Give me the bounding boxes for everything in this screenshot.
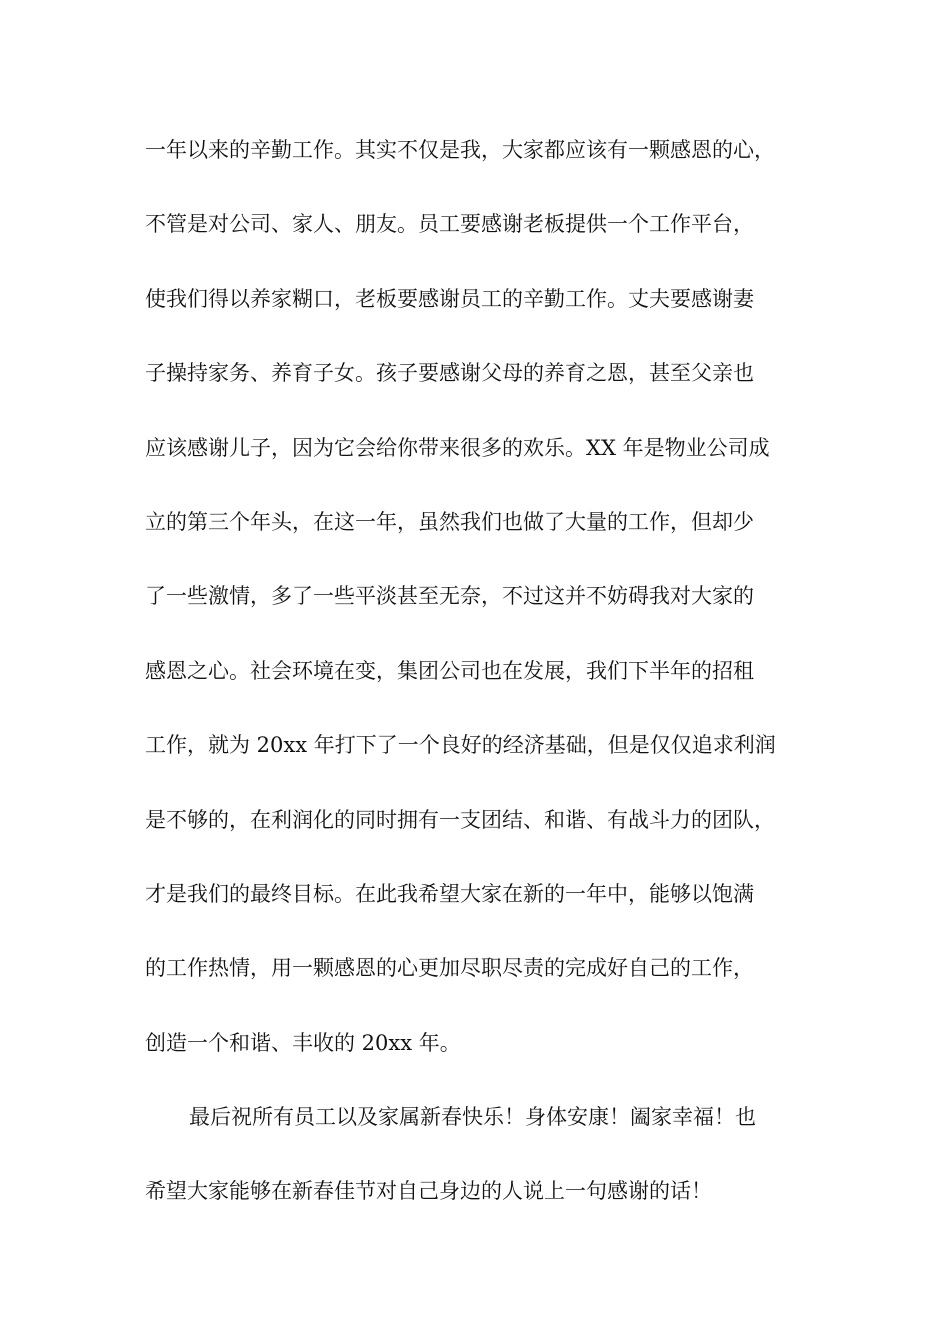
text-line: 一年以来的辛勤工作。其实不仅是我，大家都应该有一颗感恩的心， [145, 138, 775, 162]
text-line-paragraph-start: 最后祝所有员工以及家属新春快乐！身体安康！阖家幸福！也 [189, 1105, 756, 1130]
body-text [145, 128, 825, 1244]
text-line: 子操持家务、养育子女。孩子要感谢父母的养育之恩，甚至父亲也 [145, 361, 754, 386]
text-line: 了一些激情，多了一些平淡甚至无奈，不过这并不妨碍我对大家的 [145, 584, 754, 609]
text-line: 应该感谢儿子，因为它会给你带来很多的欢乐。XX 年是物业公司成 [145, 435, 770, 460]
text-line: 才是我们的最终目标。在此我希望大家在新的一年中，能够以饱满 [145, 881, 754, 906]
text-line: 的工作热情，用一颗感恩的心更加尽职尽责的完成好自己的工作， [145, 956, 754, 981]
text-line: 希望大家能够在新春佳节对自己身边的人说上一句感谢的话！ [145, 1179, 712, 1204]
text-line: 工作，就为 20xx 年打下了一个良好的经济基础，但是仅仅追求利润 [145, 733, 776, 758]
text-line: 创造一个和谐、丰收的 20xx 年。 [145, 1030, 461, 1055]
text-line: 感恩之心。社会环境在变，集团公司也在发展，我们下半年的招租 [145, 658, 754, 683]
text-line: 不管是对公司、家人、朋友。员工要感谢老板提供一个工作平台， [145, 212, 754, 237]
text-line: 是不够的，在利润化的同时拥有一支团结、和谐、有战斗力的团队， [145, 807, 775, 832]
text-line: 立的第三个年头，在这一年，虽然我们也做了大量的工作，但却少 [145, 509, 754, 534]
text-line: 使我们得以养家糊口，老板要感谢员工的辛勤工作。丈夫要感谢妻 [145, 286, 754, 311]
